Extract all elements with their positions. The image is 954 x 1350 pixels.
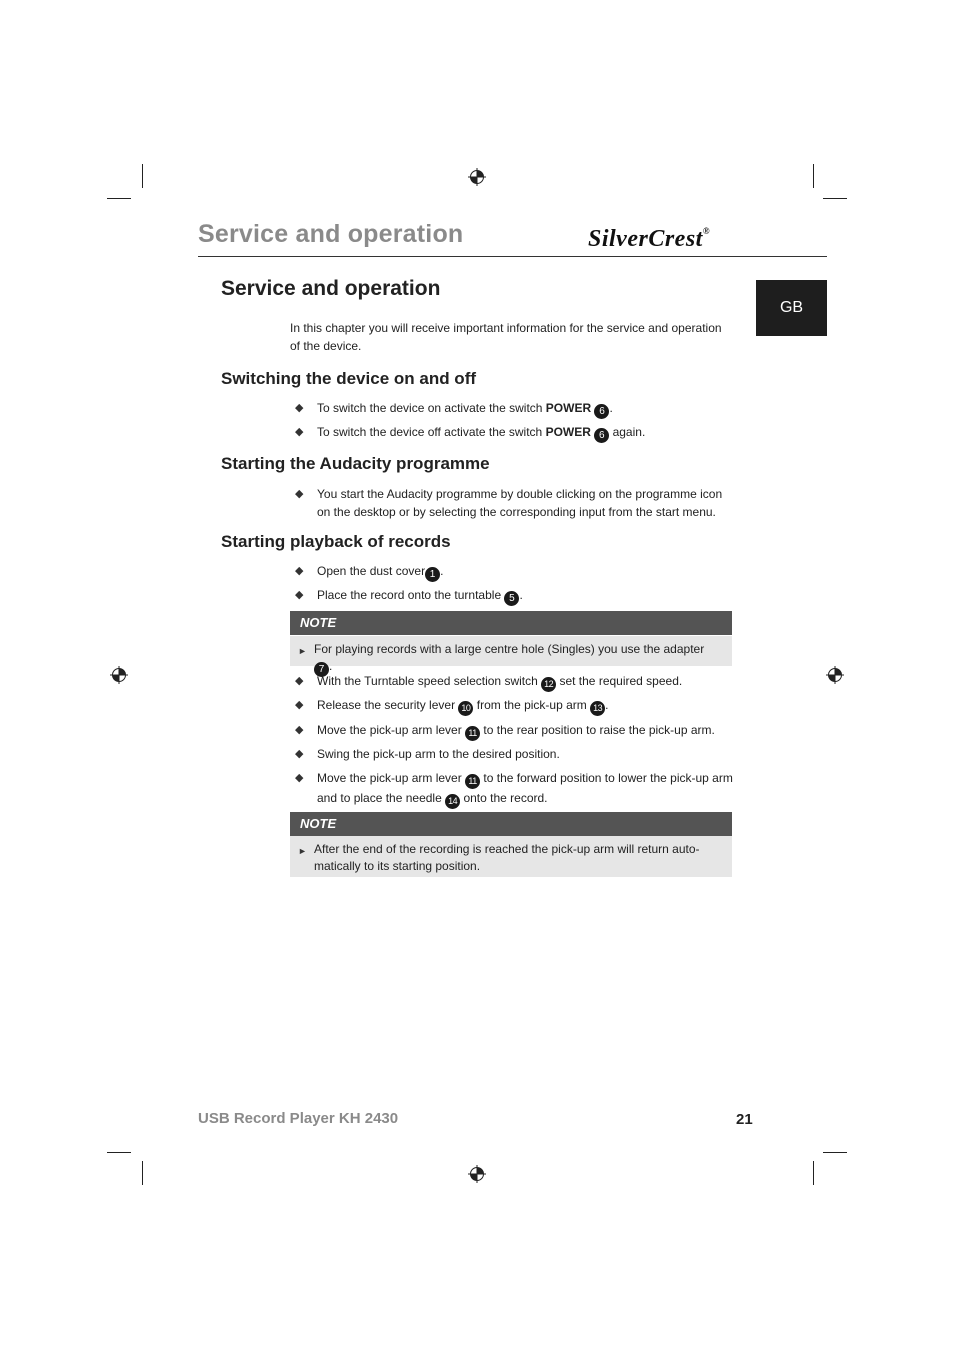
part-number-badge: 12 (541, 677, 556, 692)
crop-mark (142, 164, 143, 188)
item-text: to the rear position to raise the pick-up arm. (480, 723, 715, 737)
note-body (290, 836, 732, 877)
diamond-bullet-icon: ◆ (295, 699, 304, 711)
item-text: from the pick-up arm (473, 698, 591, 712)
part-number-badge: 10 (458, 701, 473, 716)
item-text: . (605, 698, 609, 712)
list-item (295, 769, 735, 809)
power-switch-label: POWER (545, 425, 591, 439)
list-item (295, 745, 735, 763)
triangle-arrow-icon: ► (298, 846, 307, 856)
running-title: Service and operation (198, 220, 464, 248)
crop-mark (142, 1161, 143, 1185)
part-number-badge: 1 (425, 567, 440, 582)
language-tab: GB (756, 280, 827, 336)
item-text: . (609, 401, 613, 415)
diamond-bullet-icon: ◆ (295, 426, 304, 438)
item-text: set the required speed. (556, 674, 683, 688)
registration-mark-icon (826, 666, 844, 684)
item-text: Place the record onto the turntable (317, 588, 505, 602)
header-divider (198, 256, 827, 257)
crop-mark (823, 198, 847, 199)
diamond-bullet-icon: ◆ (295, 565, 304, 577)
item-text: . (519, 588, 523, 602)
registration-mark-icon (468, 1165, 486, 1183)
diamond-bullet-icon: ◆ (295, 772, 304, 784)
part-number-badge: 11 (465, 726, 480, 741)
part-number-badge: 5 (504, 591, 519, 606)
item-text: Move the pick-up arm lever (317, 771, 466, 785)
heading-audacity: Starting the Audacity programme (221, 454, 490, 473)
note-label: NOTE (290, 611, 732, 635)
item-text: Swing the pick-up arm to the desired position. (317, 747, 560, 761)
note-body (290, 636, 732, 675)
crop-mark (813, 164, 814, 188)
crop-mark (107, 1152, 131, 1153)
item-text: With the Turntable speed selection switch (317, 674, 542, 688)
registration-mark-icon (110, 666, 128, 684)
list-item (295, 696, 735, 716)
crop-mark (823, 1152, 847, 1153)
registered-mark: ® (702, 226, 711, 236)
triangle-arrow-icon: ► (298, 646, 307, 656)
item-text: Open the dust cover (317, 564, 426, 578)
page-number: 21 (736, 1111, 753, 1128)
heading-switching: Switching the device on and off (221, 369, 477, 388)
diamond-bullet-icon: ◆ (295, 675, 304, 687)
section-title: Service and operation (221, 277, 441, 300)
note-text: After the end of the recording is reached the pick-up arm will return auto-matically to its starting position. (314, 842, 700, 873)
item-text: Release the security lever (317, 698, 459, 712)
diamond-bullet-icon: ◆ (295, 589, 304, 601)
intro-paragraph: In this chapter you will receive important information for the service and operation of the device. (290, 321, 722, 353)
part-number-badge: 13 (590, 701, 605, 716)
heading-playback: Starting playback of records (221, 532, 451, 551)
brand-logo (588, 226, 710, 253)
part-number-badge: 11 (465, 774, 480, 789)
list-item (295, 485, 735, 521)
note-text: For playing records with a large centre hole (Singles) you use the adapter (314, 642, 705, 656)
item-text: To switch the device off activate the switch (317, 425, 546, 439)
crop-mark (107, 198, 131, 199)
tab-notch (766, 279, 807, 280)
item-text: You start the Audacity programme by double clicking on the programme icon on the desktop or by selecting the corresponding input from the start menu. (317, 487, 723, 519)
diamond-bullet-icon: ◆ (295, 724, 304, 736)
brand-name: SilverCrest (588, 226, 703, 252)
list-item (295, 721, 735, 741)
list-item (295, 672, 735, 692)
registration-mark-icon (468, 168, 486, 186)
footer-product: USB Record Player KH 2430 (198, 1110, 399, 1127)
part-number-badge: 14 (445, 794, 460, 809)
list-item (295, 423, 735, 443)
diamond-bullet-icon: ◆ (295, 402, 304, 414)
item-text: Move the pick-up arm lever (317, 723, 466, 737)
item-text: to the forward position to lower the pick-up arm and to place the needle (317, 771, 733, 805)
note-label: NOTE (290, 812, 732, 836)
note-text: . (329, 659, 333, 673)
list-item (295, 562, 735, 582)
list-item (295, 399, 735, 419)
diamond-bullet-icon: ◆ (295, 488, 304, 500)
diamond-bullet-icon: ◆ (295, 748, 304, 760)
item-text: To switch the device on activate the switch (317, 401, 546, 415)
list-item (295, 586, 735, 606)
part-number-badge: 6 (594, 428, 609, 443)
part-number-badge: 6 (594, 404, 609, 419)
item-text: again. (609, 425, 646, 439)
item-text: onto the record. (460, 791, 548, 805)
crop-mark (813, 1161, 814, 1185)
item-text: . (440, 564, 444, 578)
power-switch-label: POWER (545, 401, 592, 415)
part-number-badge: 7 (314, 662, 329, 677)
